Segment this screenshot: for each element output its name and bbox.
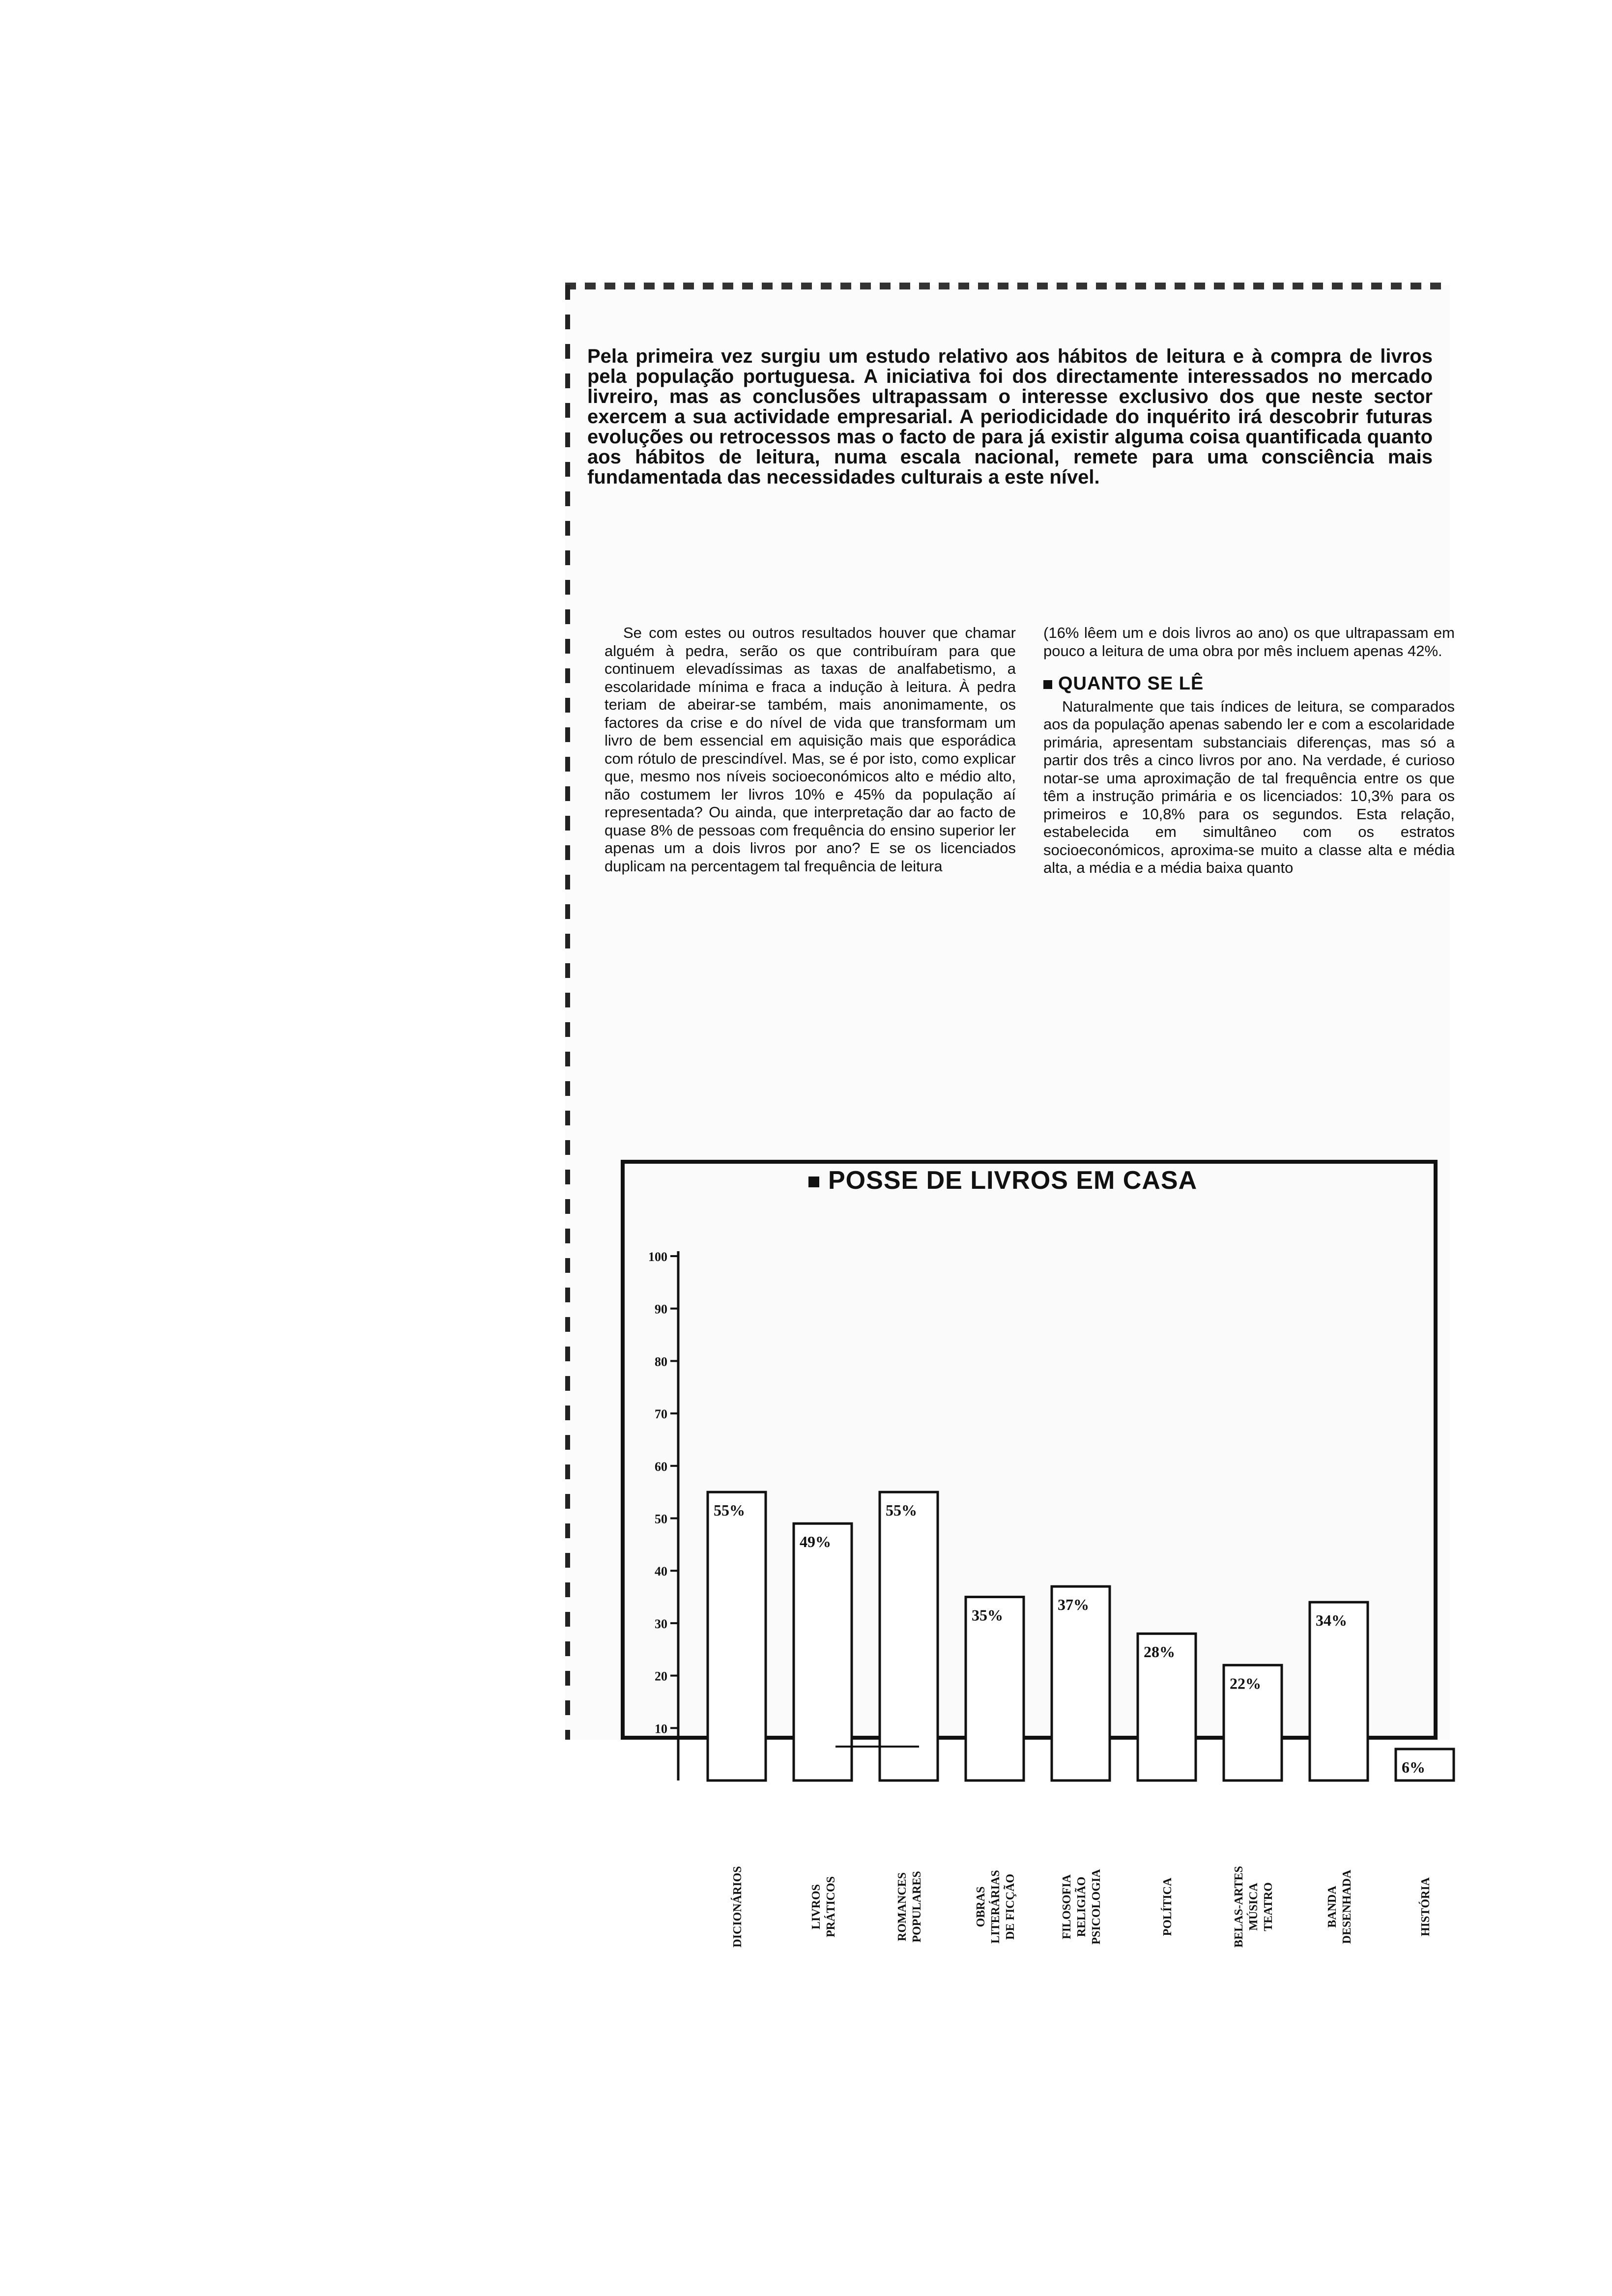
category-label-line: ROMANCES bbox=[896, 1872, 909, 1942]
bar-value-label: 22% bbox=[1230, 1674, 1261, 1693]
bar bbox=[880, 1492, 938, 1780]
bar-value-label: 6% bbox=[1402, 1758, 1425, 1776]
chart-title-text: POSSE DE LIVROS EM CASA bbox=[828, 1166, 1198, 1195]
category-label bbox=[1161, 1877, 1174, 1936]
bar-value-label: 37% bbox=[1058, 1596, 1089, 1614]
y-tick-label: 40 bbox=[655, 1564, 667, 1579]
category-label-line: HISTÓRIA bbox=[1419, 1877, 1432, 1937]
bar-value-label: 49% bbox=[800, 1533, 831, 1551]
column-right-top-text: (16% lêem um e dois livros ao ano) os que ultrapassam em pouco a leitura de uma obra por mês incluem apenas 42%. bbox=[1043, 624, 1455, 660]
subhead-text: QUANTO SE LÊ bbox=[1058, 673, 1204, 694]
bar-value-label: 34% bbox=[1316, 1611, 1347, 1630]
category-label-line: OBRAS bbox=[975, 1886, 987, 1927]
y-tick-label: 70 bbox=[655, 1407, 667, 1422]
category-label-line: TEATRO bbox=[1262, 1882, 1275, 1931]
category-label-line: POPULARES bbox=[911, 1871, 923, 1943]
category-label bbox=[731, 1866, 744, 1947]
category-label-line: DE FICÇÃO bbox=[1004, 1873, 1017, 1940]
category-label-line: LIVROS bbox=[810, 1884, 823, 1930]
bar bbox=[708, 1492, 766, 1780]
bar-value-label: 55% bbox=[714, 1501, 745, 1520]
category-label-line: BANDA bbox=[1326, 1886, 1339, 1928]
category-label bbox=[810, 1876, 837, 1937]
y-tick-label: 20 bbox=[655, 1669, 667, 1684]
category-label bbox=[1233, 1866, 1275, 1948]
category-label bbox=[1061, 1869, 1103, 1945]
y-tick-label: 90 bbox=[655, 1302, 667, 1317]
column-right-body-text: Naturalmente que tais índices de leitura, se comparados aos da população apenas sabendo ler e com a escolaridade primária, apresentam substanciais diferenças, mas só a partir dos três a cinco livros por ano. Na verdade, é curioso notar-se uma aproximação de tal frequência entre os que têm a instrução primária e os licenciados: 10,3% para os primeiros e 10,8% para os segundos. Esta relação, estabelecida em simultâneo com os estratos socioeconómicos, aproxima-se muito a classe alta e média alta, a média e a média baixa quanto bbox=[1043, 697, 1455, 876]
category-label-line: LITERÁRIAS bbox=[989, 1870, 1002, 1944]
bar bbox=[1052, 1586, 1110, 1780]
y-tick-label: 50 bbox=[655, 1512, 667, 1526]
category-label-line: RELIGIÃO bbox=[1075, 1876, 1088, 1937]
bar-value-label: 28% bbox=[1144, 1643, 1175, 1661]
category-label-line: MÚSICA bbox=[1247, 1883, 1260, 1931]
category-label-line: PRÁTICOS bbox=[825, 1876, 837, 1938]
lead-paragraph: Pela primeira vez surgiu um estudo relativo aos hábitos de leitura e à compra de livros pela população portuguesa. A iniciativa foi dos directamente interessados no mercado livreiro, mas as conclusões ultrapassam o interesse exclusivo dos que neste sector exercem a sua actividade empresarial. A periodicidade do inquérito irá descobrir futuras evoluções ou retrocessos mas o facto de para já existir alguma coisa quantificada quanto aos hábitos de leitura, numa escala nacional, remete para uma consciência mais fundamentada das necessidades culturais a este nível. bbox=[587, 345, 1433, 488]
category-label-line: PSICOLOGIA bbox=[1090, 1869, 1103, 1945]
y-tick-label: 60 bbox=[655, 1459, 667, 1474]
bar bbox=[966, 1597, 1024, 1780]
category-label-line: DICIONÁRIOS bbox=[731, 1866, 744, 1948]
bar-value-label: 35% bbox=[972, 1606, 1003, 1624]
category-label bbox=[1326, 1869, 1353, 1944]
column-left-text: Se com estes ou outros resultados houver que chamar alguém à pedra, serão os que contribuíram para que continuem elevadíssimas as taxas de analfabetismo, a escolaridade mínima e fraca a indução à leitura. À pedra teriam de abeirar-se também, mais anonimamente, os factores da crise e do nível de vida que transformam um livro de bem essencial em aquisição mais que esporádica com rótulo de prescindível. Mas, se é por isto, como explicar que, mesmo nos níveis socioeconómicos alto e médio alto, não costumem ler livros 10% e 45% da população aí representada? Ou ainda, que interpretação dar ao facto de quase 8% de pessoas com frequência do ensino superior ler apenas um a dois livros por ano? E se os licenciados duplicam na percentagem tal frequência de leitura bbox=[604, 624, 1016, 875]
category-label-line: DESENHADA bbox=[1341, 1869, 1353, 1944]
y-tick-label: 80 bbox=[655, 1354, 667, 1369]
footer-rule bbox=[835, 1746, 919, 1748]
y-tick-label: 30 bbox=[655, 1616, 667, 1631]
bar bbox=[794, 1523, 852, 1780]
category-label-line: BELAS-ARTES bbox=[1233, 1866, 1245, 1948]
category-label-line: POLÍTICA bbox=[1161, 1877, 1174, 1936]
category-label bbox=[1419, 1877, 1432, 1936]
bar-value-label: 55% bbox=[886, 1501, 917, 1520]
y-tick-label: 10 bbox=[655, 1722, 667, 1736]
category-label-line: FILOSOFIA bbox=[1061, 1874, 1073, 1940]
category-label bbox=[975, 1870, 1017, 1943]
y-tick-label: 100 bbox=[648, 1250, 667, 1264]
category-label bbox=[896, 1871, 923, 1942]
